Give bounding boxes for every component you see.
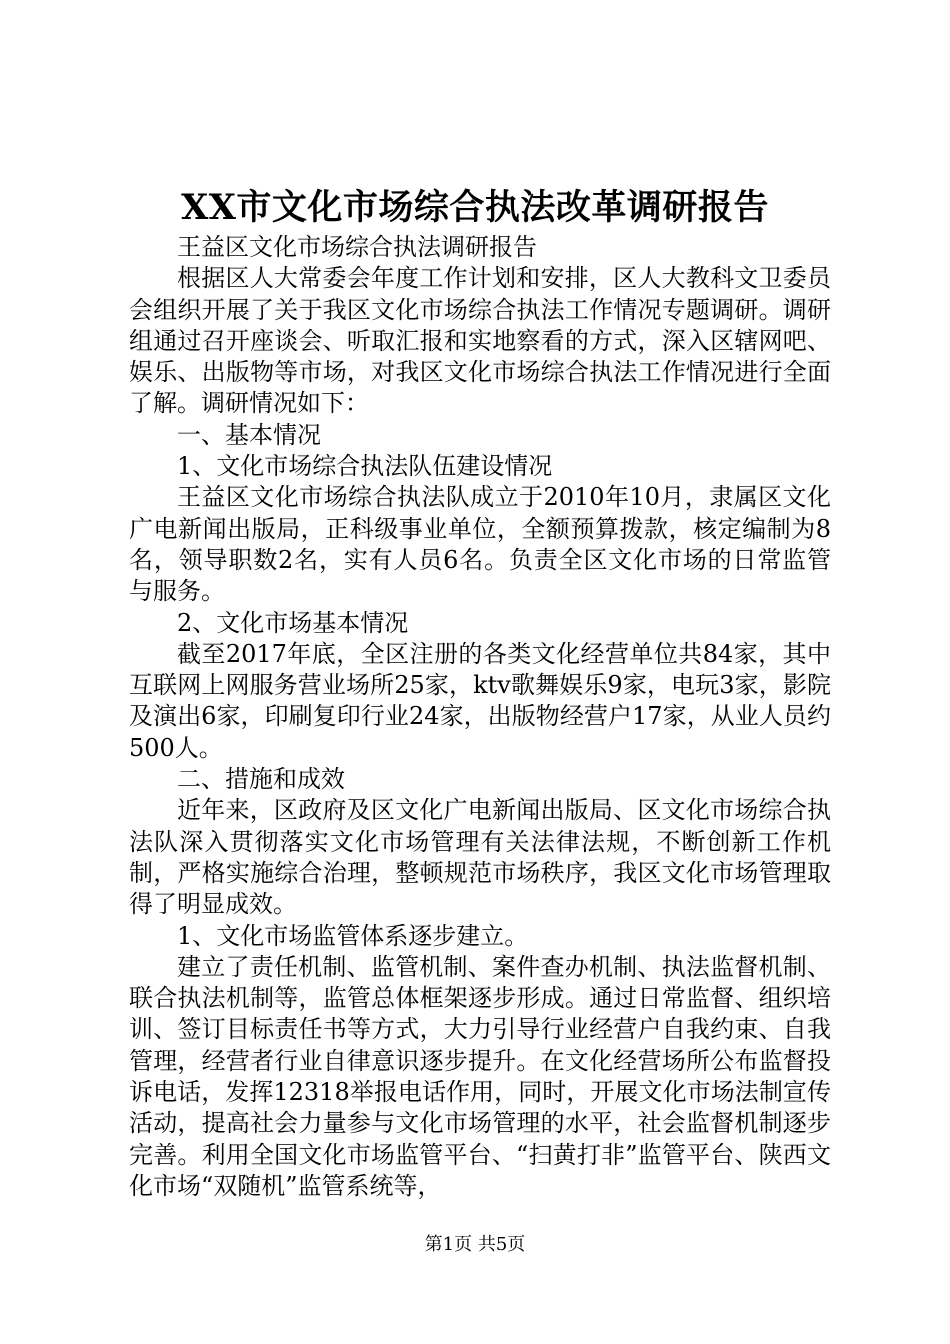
subsection-heading: 1、文化市场监管体系逐步建立。 xyxy=(177,921,529,950)
subsection-heading: 1、文化市场综合执法队伍建设情况 xyxy=(177,452,553,481)
page-footer: 第1页 共5页 xyxy=(424,1234,526,1255)
body-paragraph: 近年来，区政府及区文化广电新闻出版局、区文化市场综合执法队深入贯彻落实文化市场管理有关法律法规，不断创新工作机制，严格实施综合治理，整顿规范市场秩序，我区文化市场管理取得了明显成效。 xyxy=(129,796,831,919)
body-paragraph: 建立了责任机制、监管机制、案件查办机制、执法监督机制、联合执法机制等，监管总体框架逐步形成。通过日常监督、组织培训、签订目标责任书等方式，大力引导行业经营户自我约束、自我管理，经营者行业自律意识逐步提升。在文化经营场所公布监督投诉电话，发挥12318举报电话作用，同时，开展文化市场法制宣传活动，提高社会力量参与文化市场管理的水平，社会监督机制逐步完善。利用全国文化市场监管平台、“扫黄打非”监管平台、陕西文化市场“双随机”监管系统等， xyxy=(129,952,831,1200)
body-paragraph: 根据区人大常委会年度工作计划和安排，区人大教科文卫委员会组织开展了关于我区文化市场综合执法工作情况专题调研。调研组通过召开座谈会、听取汇报和实地察看的方式，深入区辖网吧、娱乐、出版物等市场，对我区文化市场综合执法工作情况进行全面了解。调研情况如下： xyxy=(129,264,831,418)
section-heading: 一、基本情况 xyxy=(177,420,321,449)
body-paragraph: 王益区文化市场综合执法队成立于2010年10月，隶属区文化广电新闻出版局，正科级事业单位，全额预算拨款，核定编制为8名，领导职数2名，实有人员6名。负责全区文化市场的日常监管与服务。 xyxy=(129,483,831,606)
section-heading: 二、措施和成效 xyxy=(177,765,345,794)
subtitle-paragraph: 王益区文化市场综合执法调研报告 xyxy=(177,233,537,261)
document-body xyxy=(129,232,831,1202)
subsection-heading: 2、文化市场基本情况 xyxy=(177,608,409,637)
body-paragraph: 截至2017年底，全区注册的各类文化经营单位共84家，其中互联网上网服务营业场所25家，ktv歌舞娱乐9家，电玩3家，影院及演出6家，印刷复印行业24家，出版物经营户17家，从业人员约500人。 xyxy=(129,639,831,762)
document-title: XX市文化市场综合执法改革调研报告 xyxy=(181,187,769,228)
